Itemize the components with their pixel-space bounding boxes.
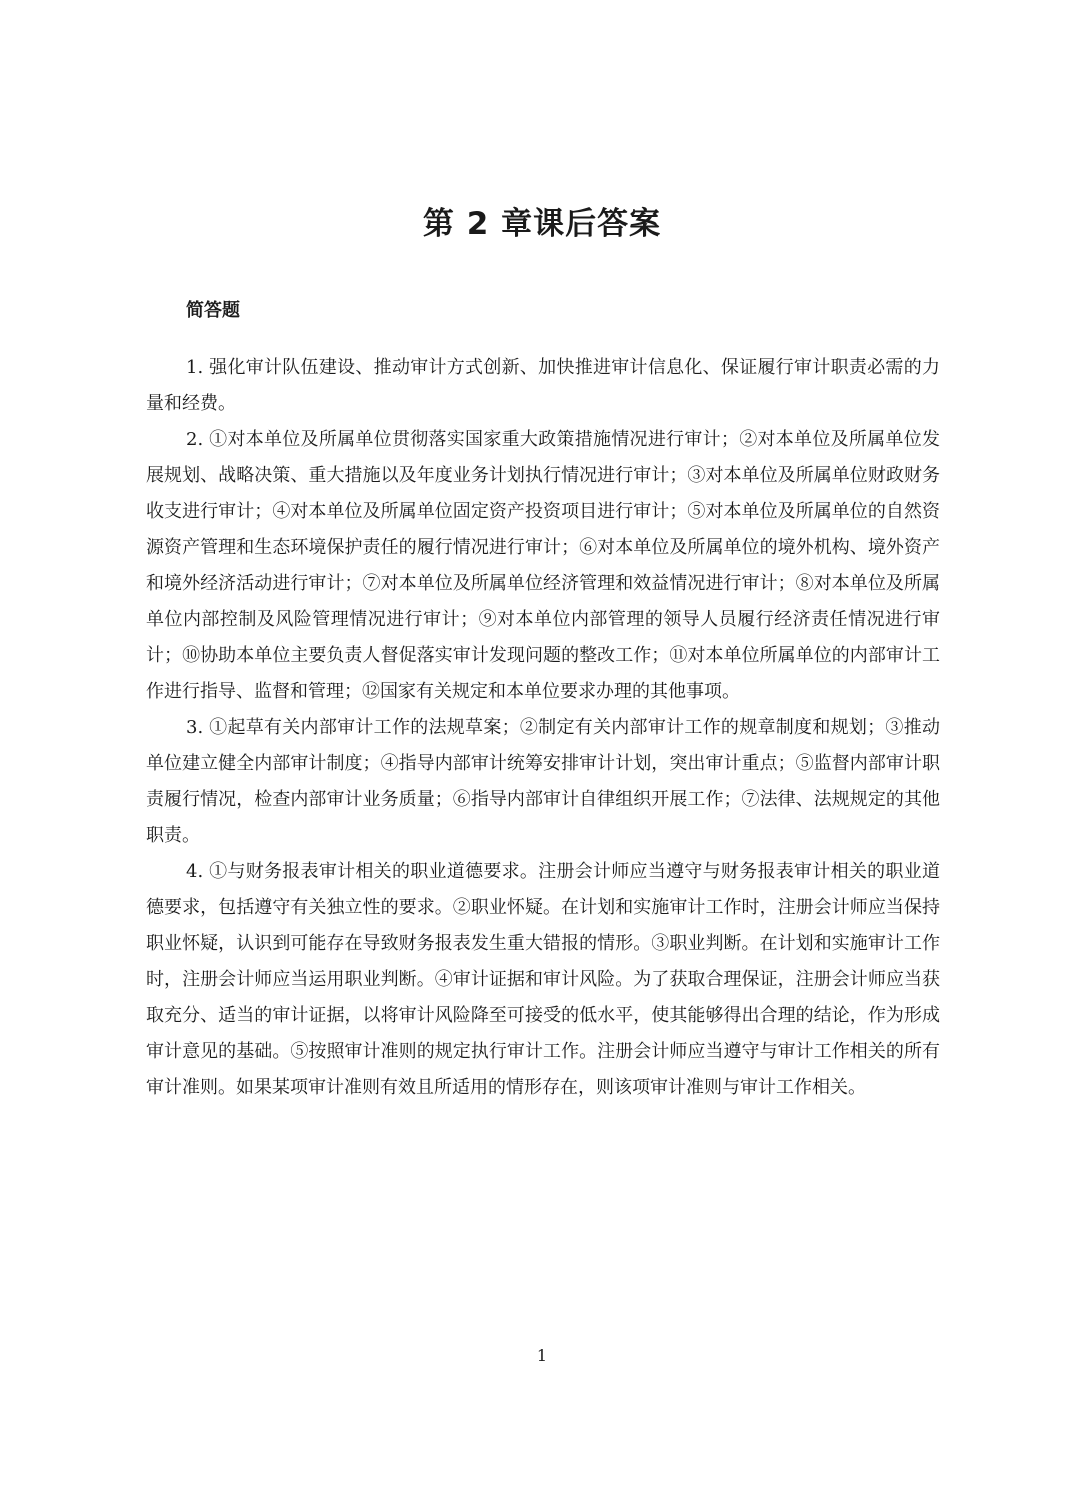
answer-paragraph-3: 3. ①起草有关内部审计工作的法规草案；②制定有关内部审计工作的规章制度和规划；③推动单位建立健全内部审计制度；④指导内部审计统筹安排审计计划，突出审计重点；⑤监督内部审计职责履行情况，检查内部审计业务质量；⑥指导内部审计自律组织开展工作；⑦法律、法规规定的其他职责。 (146, 717, 940, 846)
answer-paragraph-1: 1. 强化审计队伍建设、推动审计方式创新、加快推进审计信息化、保证履行审计职责必需的力量和经费。 (146, 357, 940, 414)
document-title: 第 2 章课后答案 (422, 206, 662, 242)
section-heading: 简答题 (186, 300, 240, 321)
page-number: 1 (536, 1346, 548, 1365)
answers-body (146, 350, 940, 1106)
answer-paragraph-4: 4. ①与财务报表审计相关的职业道德要求。注册会计师应当遵守与财务报表审计相关的职业道德要求，包括遵守有关独立性的要求。②职业怀疑。在计划和实施审计工作时，注册会计师应当保持职业怀疑，认识到可能存在导致财务报表发生重大错报的情形。③职业判断。在计划和实施审计工作时，注册会计师应当运用职业判断。④审计证据和审计风险。为了获取合理保证，注册会计师应当获取充分、适当的审计证据，以将审计风险降至可接受的低水平，使其能够得出合理的结论，作为形成审计意见的基础。⑤按照审计准则的规定执行审计工作。注册会计师应当遵守与审计工作相关的所有审计准则。如果某项审计准则有效且所适用的情形存在，则该项审计准则与审计工作相关。 (146, 861, 940, 1098)
answer-paragraph-2: 2. ①对本单位及所属单位贯彻落实国家重大政策措施情况进行审计；②对本单位及所属单位发展规划、战略决策、重大措施以及年度业务计划执行情况进行审计；③对本单位及所属单位财政财务收支进行审计；④对本单位及所属单位固定资产投资项目进行审计；⑤对本单位及所属单位的自然资源资产管理和生态环境保护责任的履行情况进行审计；⑥对本单位及所属单位的境外机构、境外资产和境外经济活动进行审计；⑦对本单位及所属单位经济管理和效益情况进行审计；⑧对本单位及所属单位内部控制及风险管理情况进行审计；⑨对本单位内部管理的领导人员履行经济责任情况进行审计；⑩协助本单位主要负责人督促落实审计发现问题的整改工作；⑪对本单位所属单位的内部审计工作进行指导、监督和管理；⑫国家有关规定和本单位要求办理的其他事项。 (146, 429, 940, 702)
